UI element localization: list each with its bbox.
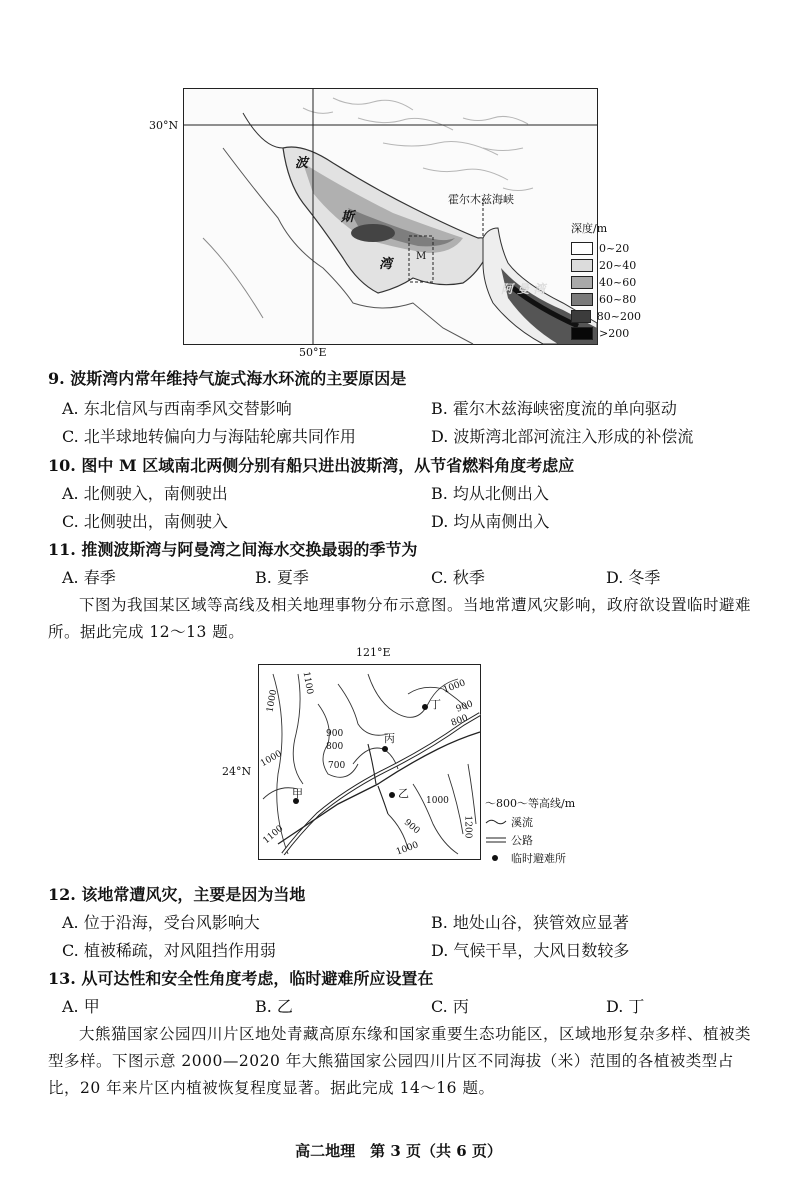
q13-option-a[interactable]: A. 甲 — [62, 997, 100, 1016]
contour-label: 700 — [328, 761, 346, 771]
depth-legend-row — [571, 308, 641, 325]
hormuz-strait-label: 霍尔木兹海峡 — [448, 193, 514, 206]
contour-label: 1100 — [261, 823, 286, 847]
legend-stream-row — [485, 813, 595, 831]
depth-legend-label: 80~200 — [596, 310, 641, 323]
depth-swatch — [571, 310, 591, 323]
shelter-bing — [382, 746, 388, 752]
shelter-yi — [389, 792, 395, 798]
depth-legend-row — [571, 257, 641, 274]
depth-legend-row — [571, 325, 641, 342]
depth-swatch — [571, 242, 593, 255]
q11-option-b[interactable]: B. 夏季 — [255, 568, 309, 587]
legend-shelter: 临时避难所 — [511, 852, 566, 865]
place-jia: 甲 — [292, 787, 303, 800]
q13-option-d[interactable]: D. 丁 — [606, 997, 645, 1016]
q12-option-c[interactable]: C. 植被稀疏，对风阻挡作用弱 — [62, 941, 276, 960]
depth-legend-label: 20~40 — [599, 259, 637, 272]
legend-shelter-row — [485, 849, 595, 867]
q11-option-d[interactable]: D. 冬季 — [606, 568, 661, 587]
lat-30n-label: 30°N — [149, 119, 179, 132]
question-10-stem: 10. 图中 M 区域南北两侧分别有船只进出波斯湾，从节省燃料角度考虑应 — [48, 456, 575, 475]
q10-option-a[interactable]: A. 北侧驶入，南侧驶出 — [62, 484, 228, 503]
place-bing: 丙 — [384, 732, 395, 745]
contour-label: 1000 — [259, 748, 284, 770]
q9-option-a[interactable]: A. 东北信风与西南季风交替影响 — [62, 399, 292, 418]
question-13-stem: 13. 从可达性和安全性角度考虑，临时避难所应设置在 — [48, 969, 434, 988]
depth-legend-title: 深度/m — [571, 222, 608, 235]
depth-legend-row — [571, 274, 641, 291]
contour-label: 1000 — [441, 678, 467, 696]
road-symbol-icon — [485, 835, 507, 845]
gulf-char-2: 斯 — [341, 210, 355, 225]
q12-option-a[interactable]: A. 位于沿海，受台风影响大 — [62, 913, 260, 932]
lon-121e-label: 121°E — [356, 646, 391, 659]
depth-swatch — [571, 259, 593, 272]
page-footer: 高二地理 第 3 页（共 6 页） — [295, 1142, 502, 1160]
shelter-symbol-icon — [485, 853, 507, 863]
contour-label: 1000 — [265, 688, 280, 714]
q11-option-a[interactable]: A. 春季 — [62, 568, 116, 587]
gulf-char-3: 湾 — [379, 257, 393, 272]
q12-option-d[interactable]: D. 气候干旱，大风日数较多 — [431, 941, 630, 960]
depth-legend-label: 0~20 — [599, 242, 630, 255]
gulf-of-oman-label: 阿 曼 湾 — [501, 282, 546, 296]
persian-gulf-map — [149, 88, 641, 359]
intro-14-16: 大熊猫国家公园四川片区地处青藏高原东缘和国家重要生态功能区，区域地形复杂多样、植被类型多样。下图示意 2000—2020 年大熊猫国家公园四川片区不同海拔（米）范围的各植被类型占比，20 年来片区内植被恢复程度显著。据此完成 14～16 题。 — [48, 1025, 752, 1097]
q10-option-b[interactable]: B. 均从北侧出入 — [431, 484, 549, 503]
q10-option-d[interactable]: D. 均从南侧出入 — [431, 512, 550, 531]
contour-label: 1200 — [462, 815, 473, 839]
place-yi: 乙 — [398, 787, 409, 800]
m-label: M — [416, 251, 427, 262]
q9-option-b[interactable]: B. 霍尔木兹海峡密度流的单向驱动 — [431, 399, 677, 418]
q11-option-c[interactable]: C. 秋季 — [431, 568, 485, 587]
q13-option-b[interactable]: B. 乙 — [255, 997, 293, 1016]
q10-option-c[interactable]: C. 北侧驶出，南侧驶入 — [62, 512, 228, 531]
question-12-stem: 12. 该地常遭风灾，主要是因为当地 — [48, 885, 306, 904]
contour-label: 800 — [326, 742, 344, 752]
contour-label: 800 — [449, 713, 470, 729]
contour-label: 900 — [454, 699, 475, 715]
contour-label: 900 — [401, 817, 422, 837]
q9-option-c[interactable]: C. 北半球地转偏向力与海陆轮廓共同作用 — [62, 427, 356, 446]
depth-legend-label: 40~60 — [599, 276, 637, 289]
question-9-stem: 9. 波斯湾内常年维持气旋式海水环流的主要原因是 — [48, 369, 407, 388]
legend-contour: ～800～等高线/m — [485, 797, 576, 810]
stream-symbol-icon — [485, 817, 507, 827]
place-ding: 丁 — [430, 698, 441, 711]
contour-label: 900 — [326, 729, 344, 739]
question-11-stem: 11. 推测波斯湾与阿曼湾之间海水交换最弱的季节为 — [48, 540, 418, 559]
gulf-char-1: 波 — [295, 156, 309, 171]
q12-option-b[interactable]: B. 地处山谷，狭管效应显著 — [431, 913, 629, 932]
q13-option-c[interactable]: C. 丙 — [431, 997, 469, 1016]
legend-stream: 溪流 — [511, 816, 533, 829]
depth-legend-label: >200 — [599, 327, 630, 340]
depth-swatch — [571, 293, 593, 306]
depth-swatch — [571, 327, 593, 340]
contour-label: 1000 — [426, 796, 449, 806]
shelter-ding — [422, 704, 428, 710]
legend-road-row — [485, 831, 595, 849]
depth-legend-row — [571, 240, 641, 257]
depth-legend-row — [571, 291, 641, 308]
lon-50e-label: 50°E — [299, 346, 327, 359]
depth-legend — [571, 220, 641, 342]
persian-gulf-map-svg — [183, 88, 598, 345]
contour-map-legend — [485, 795, 595, 867]
lat-24n-label: 24°N — [222, 765, 252, 778]
contour-label: 1000 — [394, 840, 420, 858]
depth-swatch — [571, 276, 593, 289]
contour-label: 1100 — [300, 670, 315, 696]
depth-legend-label: 60~80 — [599, 293, 637, 306]
legend-road: 公路 — [511, 834, 533, 847]
intro-12-13: 下图为我国某区域等高线及相关地理事物分布示意图。当地常遭风灾影响，政府欲设置临时避难所。据此完成 12～13 题。 — [48, 596, 752, 641]
q9-option-d[interactable]: D. 波斯湾北部河流注入形成的补偿流 — [431, 427, 694, 446]
contour-map — [222, 646, 481, 860]
